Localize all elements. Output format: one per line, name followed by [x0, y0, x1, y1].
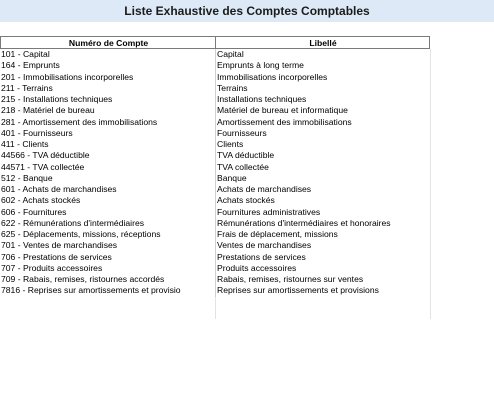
account-number-cell[interactable]: 201 - Immobilisations incorporelles [1, 71, 134, 82]
account-number-cell[interactable]: 164 - Emprunts [1, 60, 60, 71]
label-cell[interactable]: Fournisseurs [215, 128, 430, 139]
label-cell[interactable]: Fournitures administratives [215, 207, 430, 218]
account-number-cell[interactable]: 707 - Produits accessoires [1, 262, 103, 273]
empty-cell[interactable] [430, 83, 494, 94]
empty-cell[interactable] [430, 128, 494, 139]
empty-cell[interactable] [430, 240, 494, 251]
table-row [0, 274, 494, 285]
account-number-cell[interactable]: 601 - Achats de marchandises [1, 184, 117, 194]
empty-cell[interactable] [430, 263, 494, 274]
empty-cell[interactable] [430, 36, 494, 49]
table-row [0, 162, 494, 173]
empty-cell[interactable] [430, 297, 494, 308]
label-cell[interactable]: Matériel de bureau et informatique [215, 105, 430, 116]
empty-cell[interactable] [430, 252, 494, 263]
account-number-cell[interactable]: 401 - Fournisseurs [1, 127, 73, 138]
table-row [0, 229, 494, 240]
accounts-table [0, 36, 494, 319]
label-cell[interactable]: Achats de marchandises [215, 184, 430, 195]
account-number-cell[interactable]: 281 - Amortissement des immobilisations [1, 116, 158, 127]
empty-cell[interactable] [430, 218, 494, 229]
empty-cell[interactable] [430, 308, 494, 319]
empty-cell[interactable] [430, 285, 494, 296]
account-number-cell[interactable]: 218 - Matériel de bureau [1, 105, 95, 116]
account-number-cell[interactable]: 709 - Rabais, remises, ristournes accordés [1, 274, 165, 284]
table-row [0, 285, 494, 296]
account-number-cell[interactable]: 625 - Déplacements, missions, réceptions [1, 229, 161, 239]
account-number-cell[interactable]: 44566 - TVA déductible [1, 150, 90, 161]
label-cell[interactable]: Prestations de services [215, 252, 430, 263]
empty-cell[interactable] [430, 207, 494, 218]
account-number-cell[interactable]: 101 - Capital [1, 49, 50, 59]
empty-cell[interactable] [430, 94, 494, 105]
label-cell[interactable]: Reprises sur amortissements et provisions [215, 285, 430, 296]
label-cell[interactable]: Installations techniques [215, 94, 430, 105]
table-row [0, 184, 494, 195]
empty-cell[interactable] [215, 308, 430, 319]
table-row [0, 139, 494, 150]
label-cell[interactable]: Achats stockés [215, 195, 430, 206]
empty-spreadsheet-row [0, 297, 494, 308]
empty-cell[interactable] [430, 150, 494, 161]
empty-cell[interactable] [430, 105, 494, 116]
table-row [0, 240, 494, 251]
account-number-cell[interactable]: 706 - Prestations de services [1, 251, 112, 262]
empty-cell[interactable] [430, 162, 494, 173]
empty-cell[interactable] [430, 139, 494, 150]
empty-cell[interactable] [215, 297, 430, 308]
table-row [0, 72, 494, 83]
label-cell[interactable]: Immobilisations incorporelles [215, 72, 430, 83]
empty-spreadsheet-row [0, 308, 494, 319]
table-row [0, 263, 494, 274]
empty-spreadsheet-row[interactable] [0, 22, 494, 36]
empty-cell[interactable] [0, 308, 215, 319]
label-cell[interactable]: TVA déductible [215, 150, 430, 161]
empty-cell[interactable] [430, 60, 494, 71]
label-cell[interactable]: Rémunérations d'intermédiaires et honoraires [215, 218, 430, 229]
account-number-cell[interactable]: 44571 - TVA collectée [1, 161, 85, 172]
table-row [0, 218, 494, 229]
empty-cell[interactable] [430, 195, 494, 206]
table-row [0, 94, 494, 105]
account-number-header[interactable]: Numéro de Compte [0, 36, 215, 49]
empty-cell[interactable] [430, 184, 494, 195]
account-number-cell[interactable]: 701 - Ventes de marchandises [1, 240, 118, 251]
empty-cell[interactable] [430, 49, 494, 60]
label-cell[interactable]: Clients [215, 139, 430, 150]
table-row [0, 150, 494, 161]
account-number-cell[interactable]: 411 - Clients [1, 139, 49, 149]
label-cell[interactable]: Rabais, remises, ristournes sur ventes [215, 274, 430, 285]
label-cell[interactable]: Terrains [215, 83, 430, 94]
label-header[interactable]: Libellé [215, 36, 430, 49]
table-row [0, 173, 494, 184]
empty-cell[interactable] [430, 274, 494, 285]
table-row [0, 117, 494, 128]
label-cell[interactable]: Frais de déplacement, missions [215, 229, 430, 240]
account-number-cell[interactable]: 602 - Achats stockés [1, 195, 81, 206]
empty-cell[interactable] [430, 72, 494, 83]
label-cell[interactable]: Capital [215, 49, 430, 60]
label-cell[interactable]: TVA collectée [215, 162, 430, 173]
table-row [0, 83, 494, 94]
account-number-cell[interactable]: 7816 - Reprises sur amortissements et provisio [1, 285, 181, 296]
account-number-cell[interactable]: 211 - Terrains [1, 82, 53, 93]
table-row [0, 49, 494, 60]
empty-cell[interactable] [0, 297, 215, 308]
label-cell[interactable]: Produits accessoires [215, 263, 430, 274]
account-number-cell[interactable]: 512 - Banque [1, 172, 53, 183]
table-row [0, 105, 494, 116]
table-row [0, 207, 494, 218]
sheet-title: Liste Exhaustive des Comptes Comptables [0, 0, 494, 22]
table-row [0, 128, 494, 139]
label-cell[interactable]: Amortissement des immobilisations [215, 117, 430, 128]
account-number-cell[interactable]: 215 - Installations techniques [1, 94, 113, 104]
table-header-row [0, 36, 494, 49]
table-row [0, 252, 494, 263]
empty-cell[interactable] [430, 229, 494, 240]
table-row [0, 60, 494, 71]
table-body [0, 49, 494, 319]
label-cell[interactable]: Emprunts à long terme [215, 60, 430, 71]
label-cell[interactable]: Ventes de marchandises [215, 240, 430, 251]
empty-cell[interactable] [430, 117, 494, 128]
empty-cell[interactable] [430, 173, 494, 184]
account-number-cell[interactable]: 622 - Rémunérations d'intermédiaires [1, 217, 145, 228]
account-number-cell[interactable]: 606 - Fournitures [1, 206, 67, 217]
label-cell[interactable]: Banque [215, 173, 430, 184]
table-row [0, 195, 494, 206]
